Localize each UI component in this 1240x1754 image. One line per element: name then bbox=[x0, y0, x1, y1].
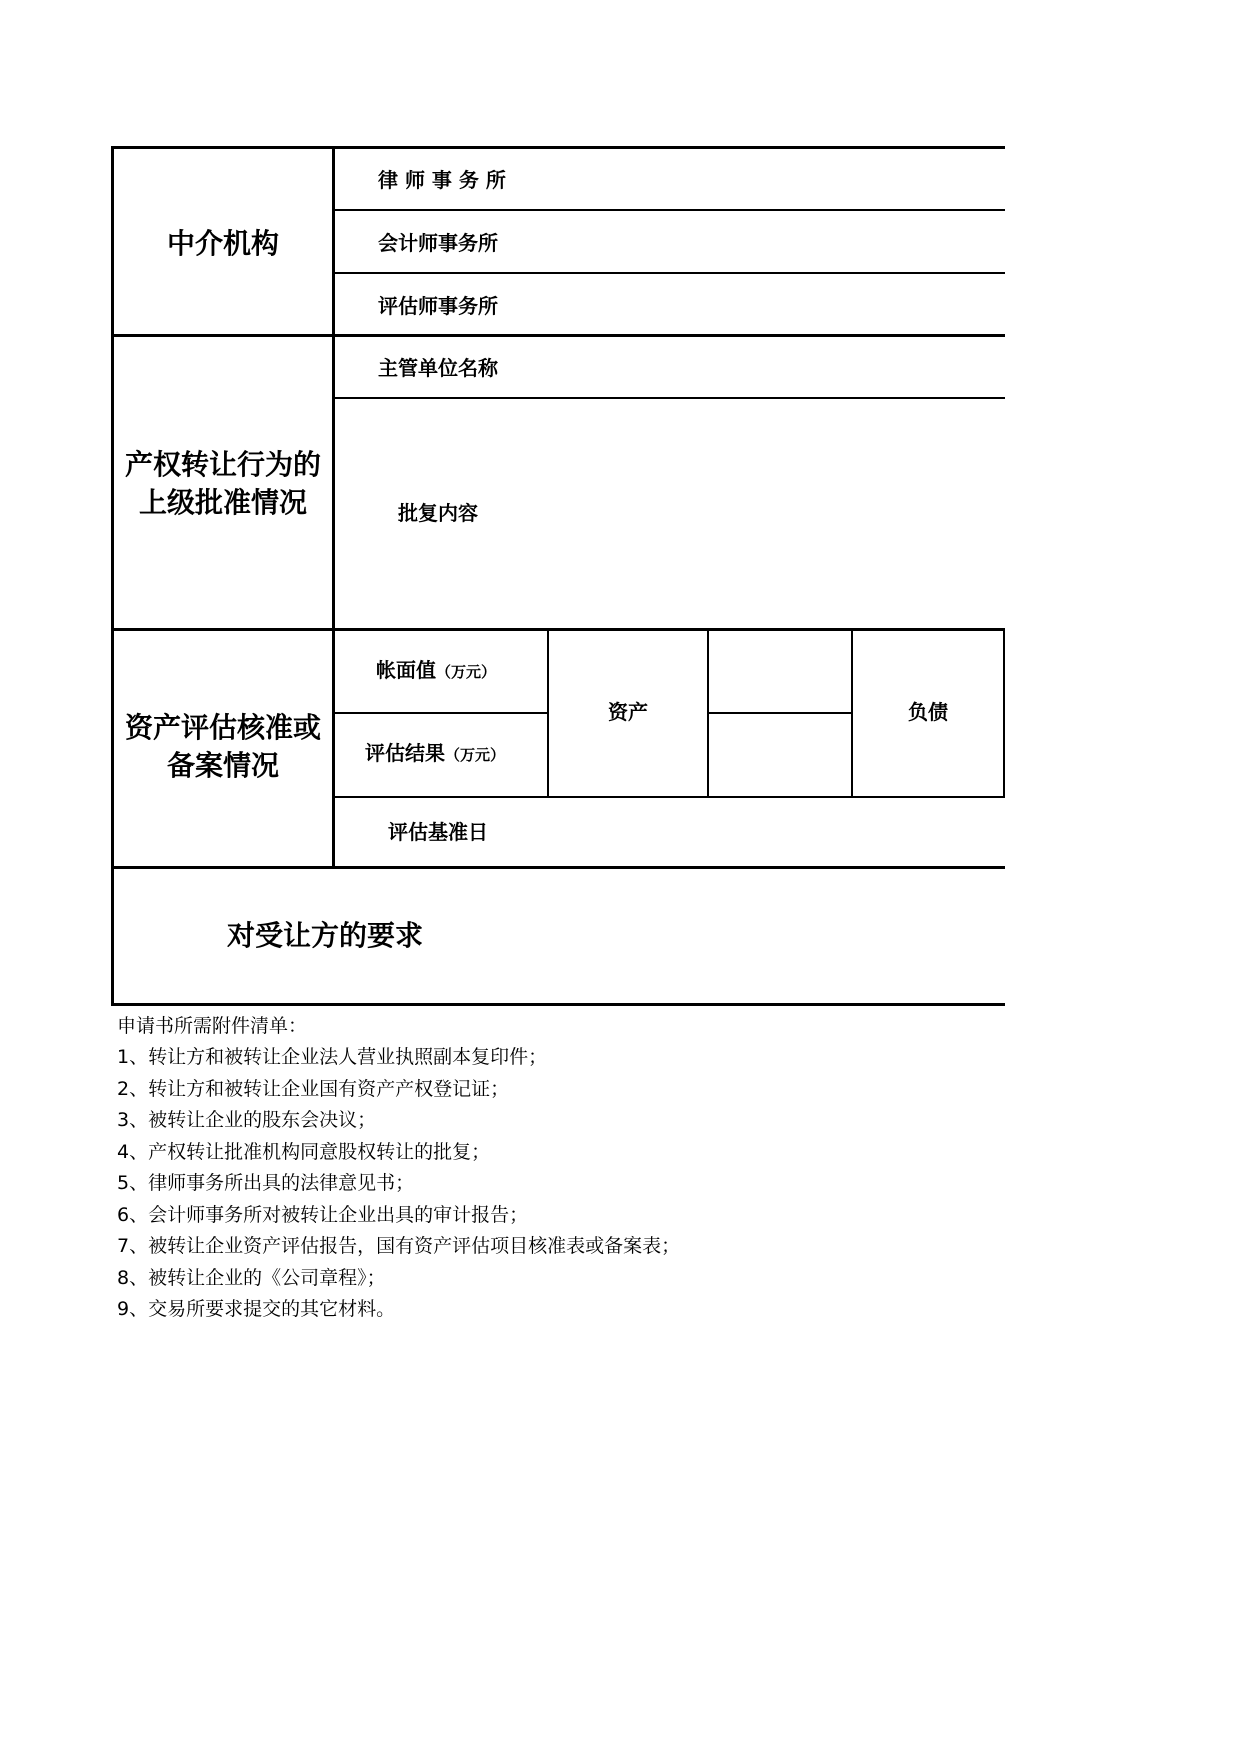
assessment-label-line1: 资产评估核准或 bbox=[124, 711, 321, 744]
approval-content-label: 批复内容 bbox=[398, 501, 478, 525]
column-divider bbox=[1003, 628, 1005, 798]
column-divider bbox=[707, 628, 709, 798]
table-top-border bbox=[111, 146, 1005, 149]
base-date-label: 评估基准日 bbox=[388, 820, 488, 844]
section-divider bbox=[111, 866, 1005, 869]
assessment-result-text: 评估结果 bbox=[365, 741, 445, 765]
label-column-divider bbox=[332, 146, 335, 868]
book-value-text: 帐面值 bbox=[376, 658, 436, 682]
accounting-firm-label: 会计师事务所 bbox=[378, 231, 498, 255]
appraisal-firm-label: 评估师事务所 bbox=[378, 294, 498, 318]
row-divider bbox=[708, 712, 852, 714]
attachment-item: 2、转让方和被转让企业国有资产产权登记证； bbox=[117, 1077, 510, 1100]
row-divider bbox=[334, 712, 548, 714]
attachment-item: 1、转让方和被转让企业法人营业执照副本复印件； bbox=[117, 1046, 548, 1068]
attachment-item: 9、交易所要求提交的其它材料。 bbox=[117, 1298, 396, 1320]
table-left-border bbox=[111, 146, 114, 1006]
row-divider bbox=[334, 209, 1005, 211]
assets-label: 资产 bbox=[608, 700, 648, 724]
attachment-item: 3、被转让企业的股东会决议； bbox=[117, 1109, 377, 1131]
attachment-item: 5、律师事务所出具的法律意见书； bbox=[117, 1172, 415, 1194]
authority-name-label: 主管单位名称 bbox=[378, 356, 498, 380]
attachments-title: 申请书所需附件清单： bbox=[117, 1015, 308, 1037]
approval-label-line2: 上级批准情况 bbox=[138, 486, 307, 519]
table-bottom-border bbox=[111, 1003, 1005, 1006]
book-value-unit: （万元） bbox=[436, 663, 497, 681]
row-divider bbox=[334, 397, 1005, 399]
intermediary-label: 中介机构 bbox=[166, 227, 279, 260]
assessment-label-line2: 备案情况 bbox=[166, 749, 279, 782]
attachment-item: 6、会计师事务所对被转让企业出具的审计报告； bbox=[117, 1203, 529, 1226]
section-divider bbox=[111, 628, 1005, 631]
attachment-item: 8、被转让企业的《公司章程》； bbox=[117, 1266, 386, 1289]
section-divider bbox=[111, 334, 1005, 337]
row-divider bbox=[334, 272, 1005, 274]
assessment-result-label bbox=[365, 743, 505, 763]
attachments-list bbox=[117, 1010, 1017, 1326]
transferee-requirements-label: 对受让方的要求 bbox=[227, 919, 424, 952]
row-divider bbox=[334, 796, 1005, 798]
approval-label-line1: 产权转让行为的 bbox=[124, 448, 321, 481]
law-firm-label: 律 师 事 务 所 bbox=[378, 168, 506, 192]
book-value-label bbox=[376, 660, 496, 680]
liabilities-label: 负债 bbox=[908, 700, 948, 724]
assessment-result-unit: （万元） bbox=[445, 746, 506, 764]
attachment-item: 4、产权转让批准机构同意股权转让的批复； bbox=[117, 1140, 491, 1163]
attachment-item: 7、被转让企业资产评估报告，国有资产评估项目核准表或备案表； bbox=[117, 1235, 681, 1257]
